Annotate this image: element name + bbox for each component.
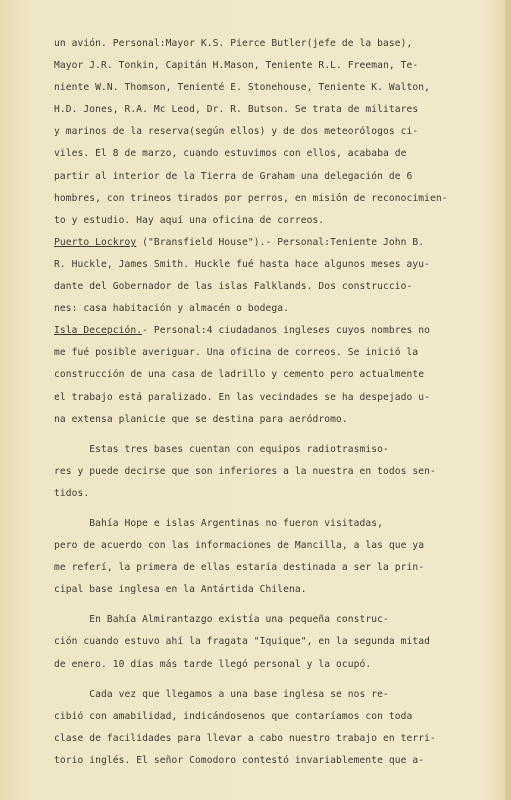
- text-line: partir al interior de la Tierra de Graham una delegación de 6: [54, 170, 413, 182]
- section-heading-puerto-lockroy: Puerto Lockroy: [54, 236, 137, 248]
- text-line: niente W.N. Thomson, Tenienté E. Stonehouse, Teniente K. Walton,: [54, 82, 431, 94]
- paragraph-isla-decepcion: [54, 320, 494, 430]
- text-line: construcción de una casa de ladrillo y cemento pero actualmente: [54, 369, 425, 381]
- text-line: torio inglés. El señor Comodoro contestó invariablemente que a-: [54, 754, 425, 766]
- text-line: [54, 232, 494, 254]
- section-heading-isla-decepcion: Isla Decepción.: [54, 325, 143, 337]
- paragraph-gap: [54, 505, 494, 513]
- text-line: clase de facilidades para llevar a cabo nuestro trabajo en terri-: [54, 732, 436, 744]
- text-line: cibió con amabilidad, indicándosenos que contaríamos con toda: [54, 710, 413, 722]
- text-line: H.D. Jones, R.A. Mc Leod, Dr. R. Butson. Se trata de militares: [54, 104, 419, 116]
- paragraph-radio-equipment: [54, 439, 494, 505]
- text-line: Mayor J.R. Tonkin, Capitán H.Mason, Teniente R.L. Freeman, Te-: [54, 60, 419, 72]
- paragraph-palmer-base: [54, 33, 494, 232]
- text-line: el trabajo está paralizado. En las vecindades se ha despejado u-: [54, 391, 431, 403]
- paragraph-gap: [54, 676, 494, 684]
- text-line: nes: casa habitación y almacén o bodega.: [54, 303, 290, 315]
- text-line: cipal base inglesa en la Antártida Chilena.: [54, 584, 307, 596]
- text-line: tidos.: [54, 487, 90, 499]
- text-line: [54, 320, 494, 342]
- text-line: hombres, con trineos tirados por perros, en misión de reconocimien-: [54, 192, 448, 204]
- text-line: me fué posible averiguar. Una oficina de correos. Se inició la: [54, 347, 419, 359]
- text-run: ("Bransfield House").- Personal:Teniente John B.: [136, 236, 425, 248]
- text-line: un avión. Personal:Mayor K.S. Pierce Butler(jefe de la base),: [54, 38, 413, 49]
- paragraph-gap: [54, 601, 494, 609]
- text-line: Estas tres bases cuentan con equipos radiotrasmiso-: [54, 443, 389, 455]
- paper-edge: [505, 0, 511, 800]
- text-line: R. Huckle, James Smith. Huckle fué hasta hace algunos meses ayu-: [54, 258, 431, 270]
- paragraph-bahia-hope: [54, 513, 494, 601]
- paragraph-gap: [54, 431, 494, 439]
- text-line: to y estudio. Hay aquí una oficina de correos.: [54, 214, 325, 226]
- text-line: Cada vez que llegamos a una base inglesa se nos re-: [54, 688, 389, 700]
- text-run: - Personal:4 ciudadanos ingleses cuyos nombres no: [142, 325, 431, 337]
- paragraph-bahia-almirantazgo: [54, 609, 494, 675]
- paragraph-reception: [54, 684, 494, 772]
- text-line: res y puede decirse que son inferiores a la nuestra en todos sen-: [54, 465, 436, 477]
- text-line: me referí, la primera de ellas estaría destinada a ser la prin-: [54, 562, 425, 574]
- text-line: y marinos de la reserva(según ellos) y de dos meteorólogos ci-: [54, 126, 419, 138]
- text-line: dante del Gobernador de las islas Falklands. Dos construccio-: [54, 281, 413, 293]
- text-line: na extensa planicie que se destina para aeródromo.: [54, 413, 348, 425]
- text-line: ción cuando estuvo ahí la fragata "Iquique", en la segunda mitad: [54, 636, 431, 648]
- text-line: pero de acuerdo con las informaciones de Mancilla, a las que ya: [54, 540, 425, 552]
- text-line: En Bahía Almirantazgo existía una pequeña construc-: [54, 614, 389, 626]
- text-line: viles. El 8 de marzo, cuando estuvimos con ellos, acababa de: [54, 148, 407, 160]
- typewritten-page: [54, 33, 494, 772]
- text-line: Bahía Hope e islas Argentinas no fueron visitadas,: [54, 517, 384, 529]
- paragraph-puerto-lockroy: [54, 232, 494, 320]
- text-line: de enero. 10 días más tarde llegó personal y la ocupó.: [54, 658, 372, 670]
